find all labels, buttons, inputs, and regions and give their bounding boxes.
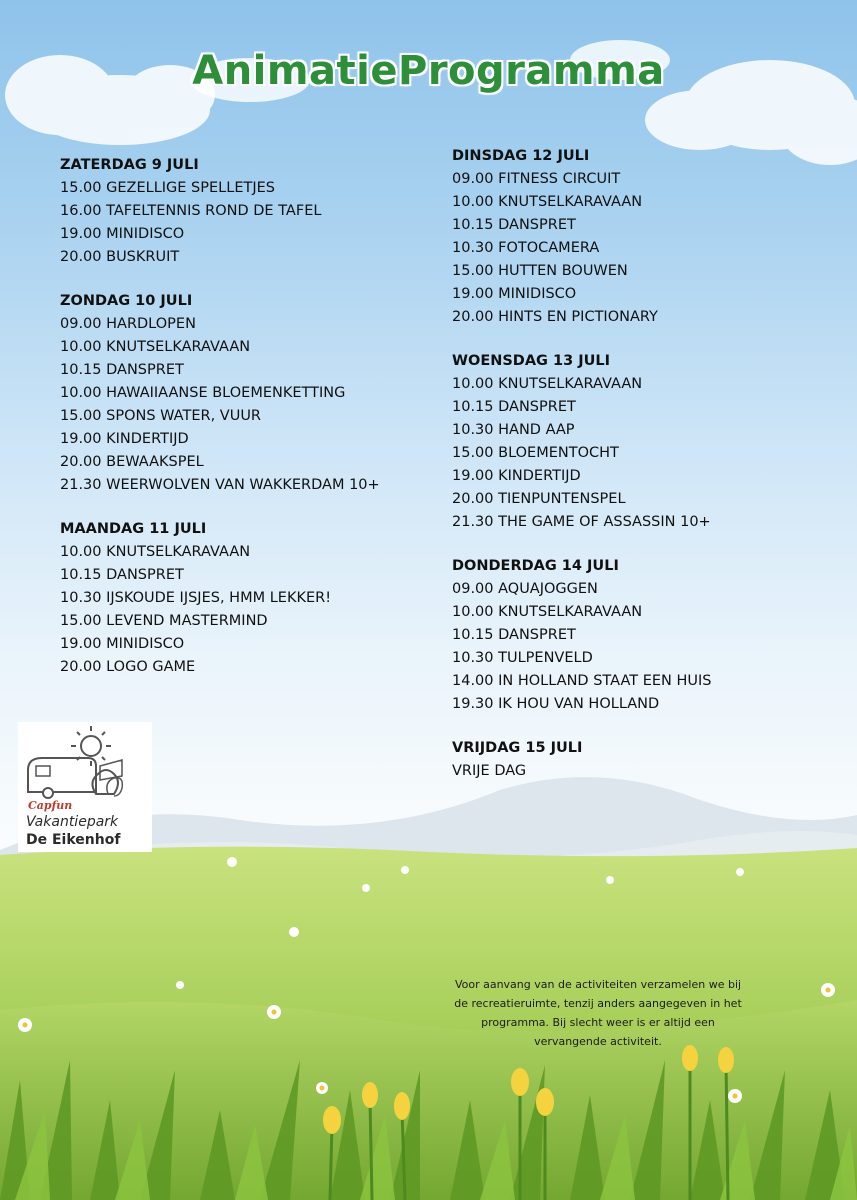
schedule-column-right [452,145,832,804]
activity-item: 15.00 GEZELLIGE SPELLETJES [60,180,275,196]
activity-item: 19.00 MINIDISCO [60,226,185,242]
day-block [452,555,832,716]
activity-item: 19.30 IK HOU VAN HOLLAND [452,696,660,712]
activity-item: 21.30 THE GAME OF ASSASSIN 10+ [452,514,711,530]
activity-item: 10.30 TULPENVELD [452,650,593,666]
activity-item: 16.00 TAFELTENNIS ROND DE TAFEL [60,203,322,219]
activity-item: 10.00 KNUTSELKARAVAAN [452,604,643,620]
day-title: ZATERDAG 9 JULI [60,157,199,173]
activity-item: VRIJE DAG [452,763,527,779]
activity-item: 20.00 BUSKRUIT [60,249,180,265]
activity-item: 10.00 KNUTSELKARAVAAN [452,376,643,392]
day-block [452,737,832,783]
activity-item: 10.30 IJSKOUDE IJSJES, HMM LEKKER! [60,590,332,606]
day-block [60,518,440,679]
activity-item: 09.00 AQUAJOGGEN [452,581,598,597]
activity-item: 19.00 MINIDISCO [60,636,185,652]
logo-line-1: Vakantiepark [26,814,119,830]
activity-item: 15.00 SPONS WATER, VUUR [60,408,262,424]
activity-item: 21.30 WEERWOLVEN VAN WAKKERDAM 10+ [60,477,380,493]
activity-item: 19.00 MINIDISCO [452,286,577,302]
activity-item: 10.00 KNUTSELKARAVAAN [60,544,251,560]
activity-item: 20.00 BEWAAKSPEL [60,454,204,470]
day-title: ZONDAG 10 JULI [60,293,193,309]
activity-item: 10.00 KNUTSELKARAVAAN [60,339,251,355]
activity-item: 20.00 HINTS EN PICTIONARY [452,309,658,325]
day-block [452,145,832,329]
activity-item: 10.00 KNUTSELKARAVAAN [452,194,643,210]
logo-brand: Capfun [28,799,73,812]
page-title: AnimatieProgramma [192,48,665,94]
activity-item: 09.00 HARDLOPEN [60,316,196,332]
activity-item: 10.15 DANSPRET [452,217,576,233]
activity-item: 14.00 IN HOLLAND STAAT EEN HUIS [452,673,712,689]
schedule-column-left [60,154,440,700]
activity-item: 10.30 HAND AAP [452,422,575,438]
activity-item: 20.00 LOGO GAME [60,659,196,675]
activity-item: 10.30 FOTOCAMERA [452,240,600,256]
day-block [60,154,440,269]
day-title: DONDERDAG 14 JULI [452,558,619,574]
day-title: DINSDAG 12 JULI [452,148,590,164]
activity-item: 10.15 DANSPRET [452,627,576,643]
day-block [60,290,440,497]
activity-item: 10.15 DANSPRET [60,362,184,378]
activity-item: 10.15 DANSPRET [60,567,184,583]
footer-note: Voor aanvang van de activiteiten verzamelen we bij de recreatieruimte, tenzij anders aangegeven in het programma. Bij slecht weer is er altijd een vervangende activiteit. [454,978,742,1048]
logo [18,722,152,852]
activity-item: 15.00 LEVEND MASTERMIND [60,613,268,629]
day-block [452,350,832,534]
activity-item: 10.15 DANSPRET [452,399,576,415]
activity-item: 15.00 HUTTEN BOUWEN [452,263,628,279]
day-title: MAANDAG 11 JULI [60,521,207,537]
activity-item: 15.00 BLOEMENTOCHT [452,445,619,461]
day-title: WOENSDAG 13 JULI [452,353,611,369]
activity-item: 09.00 FITNESS CIRCUIT [452,171,621,187]
logo-line-2: De Eikenhof [26,832,121,848]
activity-item: 19.00 KINDERTIJD [452,468,581,484]
day-title: VRIJDAG 15 JULI [452,740,583,756]
activity-item: 19.00 KINDERTIJD [60,431,189,447]
activity-item: 20.00 TIENPUNTENSPEL [452,491,626,507]
activity-item: 10.00 HAWAIIAANSE BLOEMENKETTING [60,385,346,401]
